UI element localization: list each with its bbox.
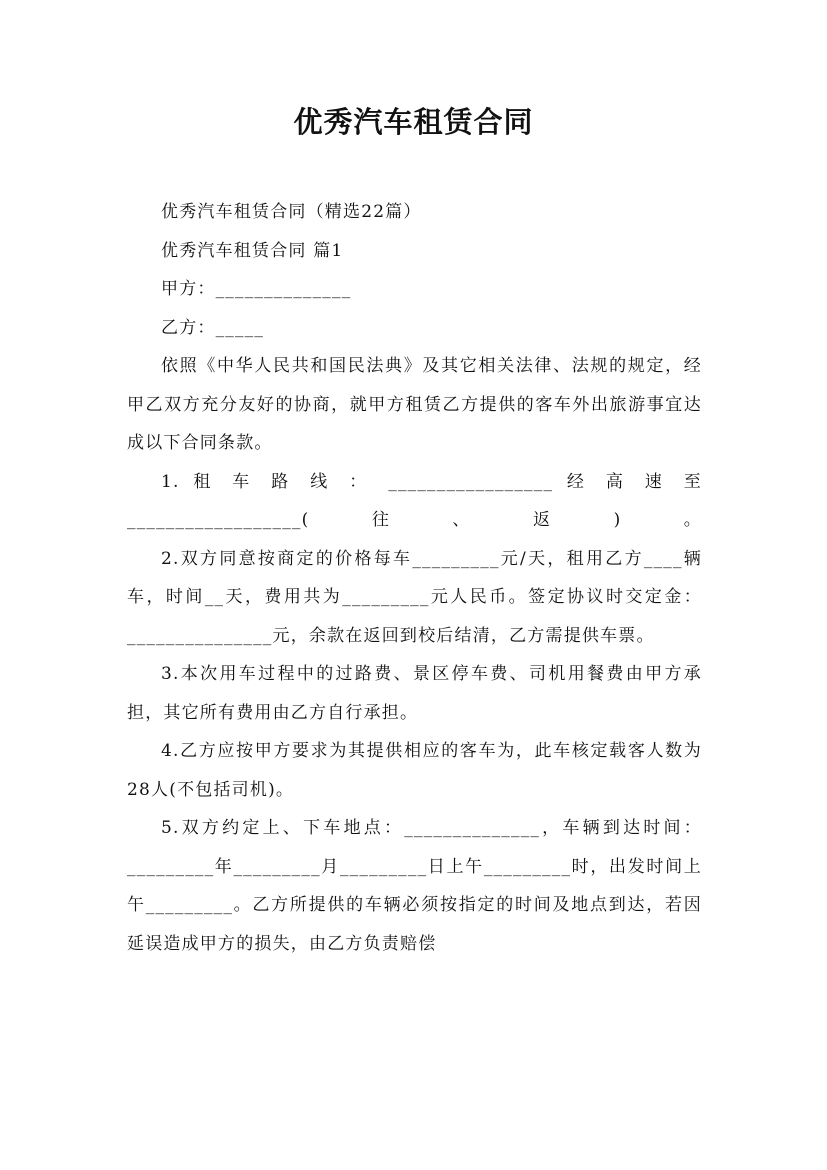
party-b-line: 乙方：_____	[161, 317, 265, 338]
clause-4-vehicle: 4.乙方应按甲方要求为其提供相应的客车为，此车核定载客人数为28人(不包括司机)。	[127, 741, 702, 800]
doc-subtitle: 优秀汽车租赁合同（精选22篇）	[161, 202, 422, 222]
section-heading: 优秀汽车租赁合同 篇1	[161, 240, 344, 261]
clause-3-fees: 3.本次用车过程中的过路费、景区停车费、司机用餐费由甲方承担，其它所有费用由乙方自行承担。	[127, 664, 702, 723]
document-body	[127, 193, 702, 963]
party-a-line: 甲方：______________	[161, 279, 352, 299]
clause-1-route: 1. 租 车 路 线 ： _________________ 经 高 速 至 __________________(往、返)。	[127, 471, 702, 530]
document-title: 优秀汽车租赁合同	[293, 105, 534, 139]
clause-5-pickup: 5.双方约定上、下车地点：______________，车辆到达时间：_________年_________月_________日上午_________时，出发时间上午_________。乙方所提供的车辆必须按指定的时间及地点到达，若因延误造成甲方的损失，由乙方负责赔偿	[127, 818, 702, 954]
preamble-paragraph: 依照《中华人民共和国民法典》及其它相关法律、法规的规定，经甲乙双方充分友好的协商，就甲方租赁乙方提供的客车外出旅游事宜达成以下合同条款。	[127, 356, 702, 453]
clause-2-price: 2.双方同意按商定的价格每车_________元/天，租用乙方____辆车，时间__天，费用共为_________元人民币。签定协议时交定金：_______________元，余款在返回到校后结清，乙方需提供车票。	[127, 548, 702, 646]
